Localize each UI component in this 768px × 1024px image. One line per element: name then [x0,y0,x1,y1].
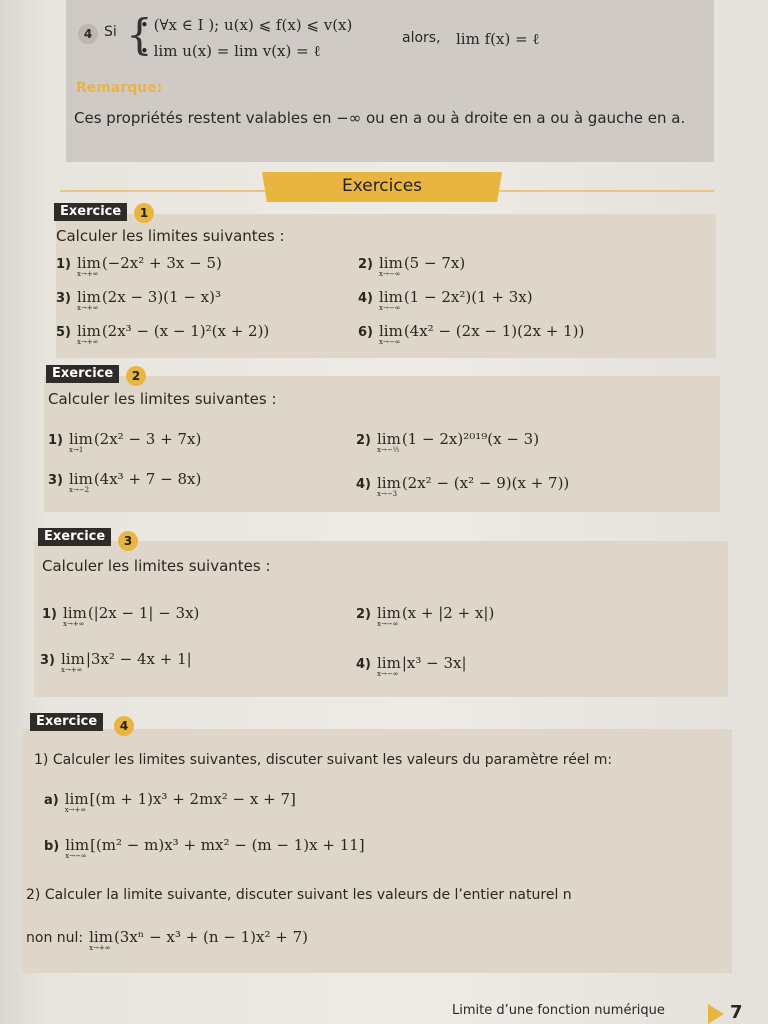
lim-operator: lim x→−∞ [379,254,403,278]
exercise-2-item-3 [48,470,202,494]
item-number: 4) [356,477,371,492]
lim-operator: lim x→+∞ [63,604,87,628]
lim-operator: lim x→+∞ [77,288,101,312]
exercise-1-item-4 [358,288,533,312]
exercise-3-item-1 [42,604,200,628]
item-number: a) [44,793,59,808]
footer-arrow-icon [708,1004,724,1024]
lim-operator: lim x→−∞ [379,288,403,312]
exercise-1-item-1 [56,254,222,278]
exercise-3-title: Calculer les limites suivantes : [42,557,271,575]
item-number: 2) [356,433,371,448]
exercise-1-item-6 [358,322,585,346]
item-expression: (2x − 3)(1 − x)³ [101,288,222,306]
exercise-1-tag: Exercice [54,203,127,221]
lim-operator: lim x→−∞ [65,836,90,860]
lim-operator: lim x→+∞ [61,650,85,674]
exercise-3-number: 3 [118,531,138,551]
lim-operator: lim x→−∞ [377,654,401,678]
exercise-1-item-3 [56,288,222,312]
item-number: b) [44,839,60,854]
page-number: 7 [730,1002,743,1023]
property-brace: { [126,10,153,59]
exercise-3-item-2 [356,604,495,628]
item-expression: |3x² − 4x + 1| [85,650,192,668]
item-number: 3) [48,473,63,488]
footer-chapter-title: Limite d’une fonction numérique [452,1003,665,1018]
lim-operator: lim x→−½ [377,430,401,454]
exercise-1-item-5 [56,322,270,346]
exercise-4-title: 1) Calculer les limites suivantes, discuter suivant les valeurs du paramètre réel m: [34,752,613,768]
item-expression: [(m + 1)x³ + 2mx² − x + 7] [89,790,296,808]
item-number: 1) [48,433,63,448]
exercise-2-item-1 [48,430,202,454]
item-expression: (−2x² + 3x − 5) [101,254,222,272]
exercise-4-tag: Exercice [30,713,103,731]
item-expression: (x + |2 + x|) [401,604,495,622]
lim-operator: lim x→−2 [69,470,93,494]
property-number: 4 [78,24,98,44]
exercise-3-item-3 [40,650,192,674]
exercise-4-number: 4 [114,716,134,736]
item-expression: |x³ − 3x| [401,654,467,672]
item-expression: (4x² − (2x − 1)(2x + 1)) [403,322,585,340]
item-expression: (1 − 2x)²⁰¹⁹(x − 3) [401,430,540,448]
item-expression: (|2x − 1| − 3x) [87,604,200,622]
exercices-banner-title: Exercices [341,176,423,196]
exercise-4-part2-item [26,928,308,952]
exercise-1-title: Calculer les limites suivantes : [56,227,285,245]
lim-operator: lim x→−∞ [379,322,403,346]
lim-operator: lim x→1 [69,430,93,454]
exercise-3-tag: Exercice [38,528,111,546]
exercise-2-number: 2 [126,366,146,386]
item-number: 3) [56,291,71,306]
exercise-3-item-4 [356,654,467,678]
remark-title: Remarque: [76,80,163,96]
item-number: 4) [358,291,373,306]
item-number: 1) [42,607,57,622]
lim-operator: lim x→−3 [377,474,401,498]
lim-operator: lim x→+∞ [77,322,101,346]
lim-operator: lim x→−∞ [377,604,401,628]
remark-text: Ces propriétés restent valables en −∞ ou en a ou à droite en a ou à gauche en a. [74,109,686,127]
part2-prefix: non nul: [26,930,84,946]
item-expression: (4x³ + 7 − 8x) [93,470,202,488]
item-expression: (3xⁿ − x³ + (n − 1)x² + 7) [113,928,308,946]
lim-operator: lim x→+∞ [64,790,89,814]
item-expression: (5 − 7x) [403,254,466,272]
exercise-1-number: 1 [134,203,154,223]
property-alors: alors, [402,30,441,46]
item-number: 4) [356,657,371,672]
property-conclusion: lim f(x) = ℓ [456,30,540,48]
item-expression: (1 − 2x²)(1 + 3x) [403,288,533,306]
item-expression: [(m² − m)x³ + mx² − (m − 1)x + 11] [90,836,365,854]
item-expression: (2x² − (x² − 9)(x + 7)) [401,474,570,492]
lim-operator: lim x→+∞ [89,928,113,952]
exercise-4-item-a [44,790,296,814]
item-expression: (2x² − 3 + 7x) [93,430,202,448]
lim-operator: lim x→+∞ [77,254,101,278]
exercise-4-part2-title: 2) Calculer la limite suivante, discuter suivant les valeurs de l’entier naturel n [26,887,572,903]
item-number: 5) [56,325,71,340]
property-si: Si [104,24,117,40]
exercise-2-tag: Exercice [46,365,119,383]
exercise-2-item-2 [356,430,540,454]
exercise-1-item-2 [358,254,466,278]
item-expression: (2x³ − (x − 1)²(x + 2)) [101,322,270,340]
exercise-4-item-b [44,836,365,860]
item-number: 6) [358,325,373,340]
exercise-2-title: Calculer les limites suivantes : [48,390,277,408]
item-number: 2) [358,257,373,272]
property-condition-1: • (∀x ∈ I ); u(x) ⩽ f(x) ⩽ v(x) [140,16,353,34]
item-number: 3) [40,653,55,668]
item-number: 2) [356,607,371,622]
property-condition-2: • lim u(x) = lim v(x) = ℓ [140,42,321,60]
exercise-2-item-4 [356,474,570,498]
item-number: 1) [56,257,71,272]
